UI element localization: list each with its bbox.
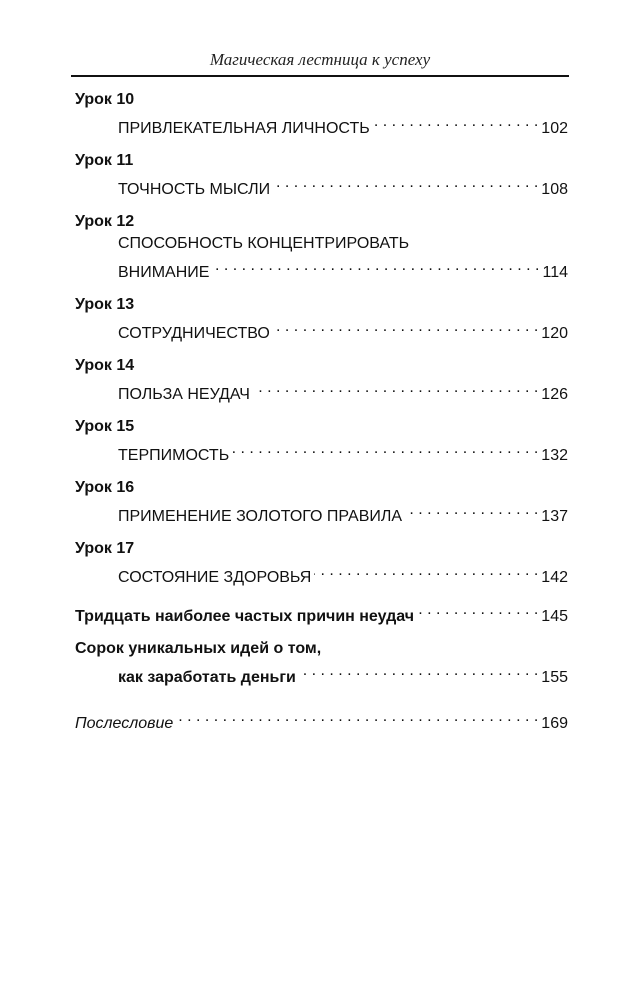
lesson-title: ТОЧНОСТЬ МЫСЛИ bbox=[118, 181, 271, 198]
toc-entry-forty-ideas bbox=[75, 638, 568, 689]
dot-leader bbox=[314, 560, 538, 582]
toc-entry-lesson-17 bbox=[75, 538, 568, 589]
lesson-title: СОТРУДНИЧЕСТВО bbox=[118, 325, 270, 342]
page-number: 114 bbox=[542, 264, 568, 281]
toc-entry-lesson-15 bbox=[75, 416, 568, 467]
page-number: 145 bbox=[541, 608, 568, 625]
lesson-title: ПРИВЛЕКАТЕЛЬНАЯ ЛИЧНОСТЬ bbox=[118, 120, 370, 137]
entry-title: Тридцать наиболее частых причин неудач bbox=[75, 608, 415, 625]
page-number: 102 bbox=[541, 120, 568, 137]
toc-entry-lesson-11 bbox=[75, 150, 568, 201]
page-number: 120 bbox=[541, 325, 568, 342]
lesson-label: Урок 15 bbox=[75, 418, 135, 435]
page-number: 132 bbox=[541, 447, 568, 464]
entry-title: как заработать деньги bbox=[118, 669, 296, 686]
page-number: 169 bbox=[541, 715, 568, 732]
lesson-title-part: СПОСОБНОСТЬ КОНЦЕНТРИРОВАТЬ bbox=[118, 235, 410, 252]
lesson-title: ПРИМЕНЕНИЕ ЗОЛОТОГО ПРАВИЛА bbox=[118, 508, 403, 525]
toc-entry-lesson-10 bbox=[75, 89, 568, 140]
dot-leader bbox=[405, 499, 538, 521]
lesson-label: Урок 11 bbox=[75, 152, 134, 169]
lesson-label: Урок 14 bbox=[75, 357, 135, 374]
toc-entry-afterword bbox=[75, 706, 568, 735]
lesson-label: Урок 12 bbox=[75, 213, 135, 230]
dot-leader bbox=[176, 706, 538, 728]
entry-title-part: Сорок уникальных идей о том, bbox=[75, 640, 322, 657]
toc-line[interactable] bbox=[75, 560, 568, 589]
toc-line[interactable] bbox=[75, 499, 568, 528]
dot-leader bbox=[273, 172, 538, 194]
toc-entry-lesson-14 bbox=[75, 355, 568, 406]
running-head: Магическая лестница к успеху bbox=[209, 50, 431, 69]
lesson-label: Урок 16 bbox=[75, 479, 135, 496]
lesson-title: СОСТОЯНИЕ ЗДОРОВЬЯ bbox=[118, 569, 312, 586]
entry-title-line1 bbox=[75, 638, 568, 660]
toc-line[interactable] bbox=[75, 377, 568, 406]
dot-leader bbox=[253, 377, 538, 399]
page-number: 142 bbox=[541, 569, 568, 586]
table-of-contents bbox=[75, 89, 568, 745]
dot-leader bbox=[273, 316, 539, 338]
entry-title: Послесловие bbox=[75, 715, 174, 732]
toc-line[interactable] bbox=[75, 172, 568, 201]
lesson-title: ВНИМАНИЕ bbox=[118, 264, 210, 281]
toc-entry-thirty-causes bbox=[75, 599, 568, 628]
dot-leader bbox=[417, 599, 538, 621]
lesson-label: Урок 17 bbox=[75, 540, 135, 557]
toc-line[interactable] bbox=[75, 111, 568, 140]
lesson-title-line1 bbox=[75, 233, 568, 255]
dot-leader bbox=[299, 660, 538, 682]
dot-leader bbox=[232, 438, 538, 460]
toc-line[interactable] bbox=[75, 599, 568, 628]
dot-leader bbox=[373, 111, 539, 133]
header-rule bbox=[71, 75, 569, 77]
toc-line[interactable] bbox=[75, 660, 568, 689]
toc-entry-lesson-16 bbox=[75, 477, 568, 528]
page-number: 137 bbox=[541, 508, 568, 525]
dot-leader bbox=[212, 255, 539, 277]
page-number: 126 bbox=[541, 386, 568, 403]
lesson-label: Урок 13 bbox=[75, 296, 135, 313]
lesson-label: Урок 10 bbox=[75, 91, 135, 108]
toc-entry-lesson-12 bbox=[75, 211, 568, 284]
toc-line[interactable] bbox=[75, 706, 568, 735]
toc-entry-lesson-13 bbox=[75, 294, 568, 345]
lesson-title: ПОЛЬЗА НЕУДАЧ bbox=[118, 386, 250, 403]
lesson-title: ТЕРПИМОСТЬ bbox=[118, 447, 230, 464]
page-number: 155 bbox=[541, 669, 568, 686]
toc-line[interactable] bbox=[75, 438, 568, 467]
page-number: 108 bbox=[541, 181, 568, 198]
toc-line[interactable] bbox=[75, 316, 568, 345]
toc-line[interactable] bbox=[75, 255, 568, 284]
